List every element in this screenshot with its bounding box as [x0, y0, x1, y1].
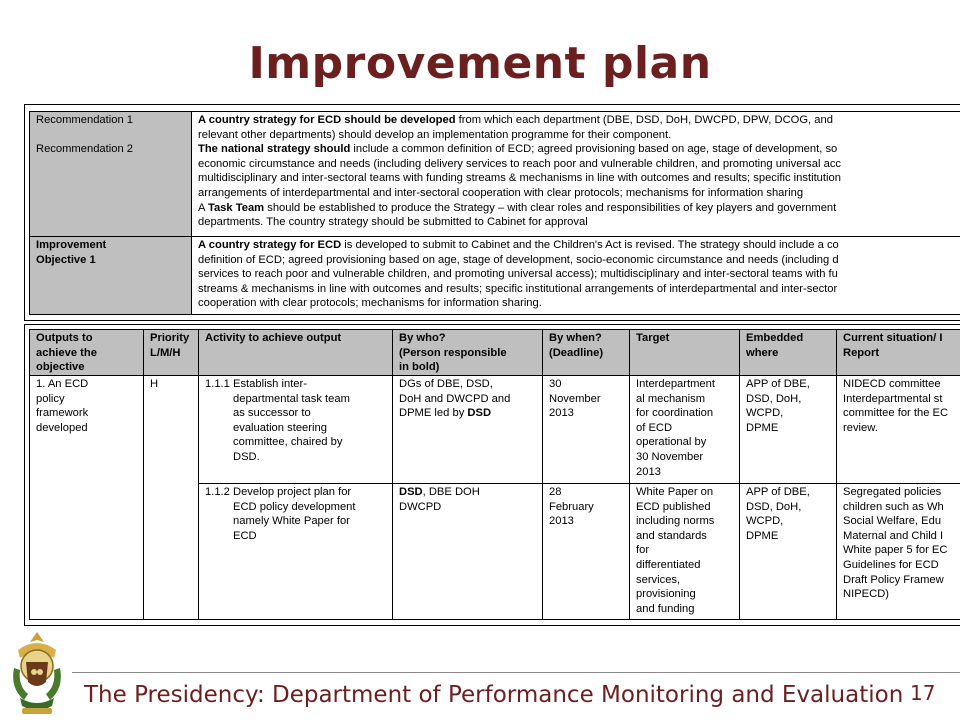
when2-line2: February: [549, 500, 594, 513]
io-label-line2: Objective 1: [36, 253, 96, 266]
header-by-who-line1: By who?: [399, 332, 446, 344]
activity-line5: committee, chaired by: [233, 436, 343, 449]
header-target: [630, 330, 740, 376]
when-line3: 2013: [549, 407, 574, 420]
coat-of-arms-logo: [4, 628, 70, 718]
when-cell: [543, 376, 630, 484]
embedded2-line1: APP of DBE,: [746, 486, 810, 498]
activity-cell: [199, 376, 393, 484]
target-line1: Interdepartment: [636, 378, 715, 390]
rec2-line6: departments. The country strategy should be submitted to Cabinet for approval: [198, 216, 588, 229]
header-activity: [199, 330, 393, 376]
target-line3: for coordination: [636, 407, 714, 420]
target2-line3: including norms: [636, 515, 715, 528]
activity2-line3: namely White Paper for: [233, 515, 350, 528]
who-cell: [393, 484, 543, 620]
header-current-line2: Report: [843, 346, 880, 359]
improvement-objective-label-cell: [30, 237, 192, 315]
current2-line8: NIPECD): [843, 588, 889, 601]
embedded2-line4: DPME: [746, 529, 779, 542]
activity-line1: 1.1.1 Establish inter-: [205, 378, 307, 390]
rec2-line5a: A: [198, 201, 208, 214]
rec2-bold: The national strategy should: [198, 143, 351, 156]
who-line3: DPME led by: [399, 407, 468, 420]
header-by-when-line2: (Deadline): [549, 346, 604, 359]
activity-line3: as successor to: [233, 407, 311, 420]
target2-line4: and standards: [636, 529, 707, 542]
when-cell: [543, 484, 630, 620]
io-line2: definition of ECD; agreed provisioning based on age, stage of development, socio-economic circumstance and needs (including d: [198, 253, 839, 266]
header-by-when-line1: By when?: [549, 332, 602, 344]
embedded2-line3: WCPD,: [746, 515, 784, 528]
who2-line2: DWCPD: [399, 500, 442, 513]
target-line5: operational by: [636, 436, 707, 449]
recommendation-1-label: Recommendation 1: [36, 114, 134, 126]
who-line1: DGs of DBE, DSD,: [399, 378, 493, 390]
who2-rest: , DBE DOH: [422, 486, 480, 498]
header-embedded-line1: Embedded: [746, 332, 804, 344]
current-line1: NIDECD committee: [843, 378, 941, 390]
activity-table-header-row: [30, 330, 960, 376]
improvement-objective-text-cell: [192, 237, 960, 315]
header-outputs: [30, 330, 144, 376]
embedded-cell: [740, 484, 837, 620]
target2-line6: differentiated: [636, 558, 701, 571]
current-line4: review.: [843, 421, 878, 434]
target-line7: 2013: [636, 465, 661, 478]
target-line4: of ECD: [636, 421, 673, 434]
activity2-line2: ECD policy development: [233, 500, 356, 513]
current2-line5: White paper 5 for EC: [843, 544, 948, 557]
current2-line7: Draft Policy Framew: [843, 573, 944, 586]
target2-line1: White Paper on: [636, 486, 714, 498]
output-line4: developed: [36, 421, 88, 434]
table-row: [30, 376, 960, 484]
rec2-rest: include a common definition of ECD; agreed provisioning based on age, stage of development, so: [350, 143, 838, 156]
header-outputs-line2: achieve the: [36, 346, 97, 359]
embedded-cell: [740, 376, 837, 484]
io-line5: cooperation with clear protocols; mechanisms for information sharing.: [198, 297, 542, 310]
current2-line3: Social Welfare, Edu: [843, 515, 942, 528]
rec2-line4: arrangements of interdepartmental and inter-sectoral cooperation with clear protocols; mechanisms for information sharing: [198, 186, 804, 199]
header-priority-line1: Priority: [150, 332, 190, 344]
target2-line7: services,: [636, 573, 681, 586]
rec1-rest: from which each department (DBE, DSD, DoH, DWCPD, DPW, DCOG, and: [455, 114, 833, 126]
rec2-line5-bold: Task Team: [207, 201, 265, 214]
rec1-line2: relevant other departments) should develop an implementation programme for their component.: [198, 128, 672, 141]
current-cell: [837, 376, 960, 484]
page-title: Improvement plan: [248, 38, 712, 89]
who2-lead-bold: DSD: [399, 486, 423, 498]
who-line2: DoH and DWCPD and: [399, 392, 511, 405]
header-by-who: [393, 330, 543, 376]
io-bold: A country strategy for ECD: [198, 239, 342, 251]
recommendation-labels-cell: [30, 112, 192, 237]
embedded-line2: DSD, DoH,: [746, 392, 802, 405]
current2-line1: Segregated policies: [843, 486, 942, 498]
header-outputs-line3: objective: [36, 361, 85, 374]
target2-line8: provisioning: [636, 588, 696, 601]
output-line2: policy: [36, 392, 65, 405]
current2-line6: Guidelines for ECD: [843, 558, 939, 571]
activity-line4: evaluation steering: [233, 421, 327, 434]
who-lead-bold: DSD: [467, 407, 492, 420]
embedded2-line2: DSD, DoH,: [746, 500, 802, 513]
current2-line2: children such as Wh: [843, 500, 944, 513]
rec2-line5-rest: should be established to produce the Strategy – with clear roles and responsibilities of key players and government: [264, 201, 837, 214]
target-line2: al mechanism: [636, 392, 706, 405]
when-line1: 30: [549, 378, 562, 390]
footer-divider: [72, 672, 960, 673]
current2-line4: Maternal and Child I: [843, 529, 944, 542]
embedded-line4: DPME: [746, 421, 779, 434]
target2-line9: and funding: [636, 602, 695, 615]
io-line3: services to reach poor and vulnerable children, and promoting universal access); multidisciplinary and inter-sectoral teams with fu: [198, 268, 838, 281]
output-line3: framework: [36, 407, 89, 420]
activity2-line1: 1.1.2 Develop project plan for: [205, 486, 352, 498]
header-priority-line2: L/M/H: [150, 346, 181, 359]
when2-line3: 2013: [549, 515, 574, 528]
activity2-line4: ECD: [233, 529, 257, 542]
header-outputs-line1: Outputs to: [36, 332, 93, 344]
recommendation-2-label: Recommendation 2: [36, 143, 134, 156]
recommendation-table: [29, 111, 960, 315]
rec2-line3: multidisciplinary and inter-sectoral teams with funding streams & mechanisms in line with outcomes and results; specific institution: [198, 172, 841, 185]
io-label-line1: Improvement: [36, 239, 107, 251]
rec2-line2: economic circumstance and needs (including delivery services to reach poor and vulnerable children, and promoting universal acc: [198, 157, 842, 170]
io-rest: is developed to submit to Cabinet and the Children's Act is revised. The strategy should include a co: [341, 239, 839, 251]
activity-line6: DSD.: [233, 450, 260, 463]
header-embedded-line2: where: [746, 346, 779, 359]
header-embedded: [740, 330, 837, 376]
header-by-who-line3: in bold): [399, 361, 440, 374]
current-line3: committee for the EC: [843, 407, 949, 420]
header-priority: [144, 330, 199, 376]
who-cell: [393, 376, 543, 484]
footer-organisation: The Presidency: Department of Performance Monitoring and Evaluation: [84, 682, 904, 708]
when-line2: November: [549, 392, 601, 405]
activity-table-frame: [24, 324, 960, 626]
output-line1: 1. An ECD: [36, 378, 89, 390]
activity-table: [29, 329, 960, 620]
header-by-who-line2: (Person responsible: [399, 346, 507, 359]
activity-cell: [199, 484, 393, 620]
target2-line2: ECD published: [636, 500, 711, 513]
target-cell: [630, 376, 740, 484]
header-activity-line1: Activity to achieve output: [205, 332, 342, 344]
header-current-line1: Current situation/ I: [843, 332, 943, 344]
current-line2: Interdepartmental st: [843, 392, 943, 405]
embedded-line1: APP of DBE,: [746, 378, 810, 390]
header-current-situation: [837, 330, 960, 376]
target2-line5: for: [636, 544, 650, 557]
header-target-line1: Target: [636, 332, 670, 344]
recommendation-table-frame: [24, 104, 960, 321]
activity-line2: departmental task team: [233, 392, 350, 405]
io-line4: streams & mechanisms in line with outcomes and results; specific institutional arrangements of interdepartmental and inter-sector: [198, 282, 838, 295]
when2-line1: 28: [549, 486, 562, 498]
rec1-bold: A country strategy for ECD should be developed: [198, 114, 456, 126]
embedded-line3: WCPD,: [746, 407, 784, 420]
current-cell: [837, 484, 960, 620]
output-cell: [30, 376, 144, 620]
recommendation-text-cell: [192, 112, 960, 237]
priority-cell: H: [144, 376, 199, 620]
target-cell: [630, 484, 740, 620]
header-by-when: [543, 330, 630, 376]
target-line6: 30 November: [636, 450, 704, 463]
page-number: 17: [910, 681, 936, 705]
